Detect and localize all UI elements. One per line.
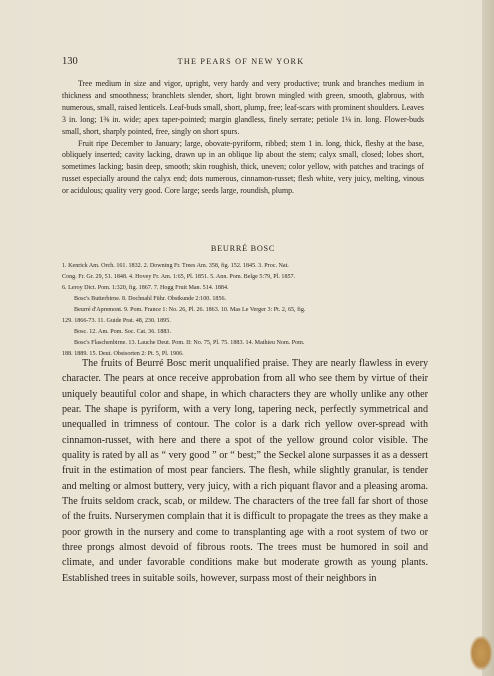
fruit-paragraph: Fruit ripe December to January; large, obovate-pyriform, ribbed; stem 1 in. long, thick, fleshy at the base, obliquely inserted; cavity lacking, drawn up in an oblique lip about the stem; calyx small, closed; lobes short, sometimes lacking; basin deep, smooth; skin roughish, thick, uneven; color yellow, with patches and tracings of russet especially around the calyx end; dots numerous, cinnamon-russet; flesh white, very juicy, melting, vinous or acidulous; quality very good. Core large; seeds large, roundish, plump. — [62, 138, 424, 196]
reference-line: Cong. Fr. Gr. 29, 51. 1848. 4. Hovey Fr. Am. 1:65, Pl. 1851. 5. Ann. Pom. Belge 5:79, Pl. 1857. — [62, 274, 296, 281]
section-title: BEURRÉ BOSC — [210, 244, 276, 253]
reference-line: Bosc's Flaschenbirne. 13. Lauche Deut. Pom. II: No. 75, Pl. 75. 1883. 14. Mathieu Nom. Pom. — [74, 340, 305, 347]
reference-line: Bosc. 12. Am. Pom. Soc. Cat. 36. 1883. — [74, 329, 171, 336]
reference-line: 6. Leroy Dict. Pom. 1:320, fig. 1867. 7. Hogg Fruit Man. 514. 1884. — [62, 285, 229, 292]
tree-fruit-description — [62, 78, 424, 197]
reference-line: 188. 1889. 15. Deut. Obstsorten 2: Pt. 5, Pl. 1906. — [62, 351, 184, 358]
tree-paragraph: Tree medium in size and vigor, upright, very hardy and very productive; trunk and branches medium in thickness and smoothness; branchlets slender, short, light brown mingled with green, smooth, glabrous, with numerous, small, raised lenticels. Leaf-buds small, short, plump, free; leaf-scars with prominent shoulders. Leaves 3 in. long; 1⅜ in. wide; apex taper-pointed; margin glandless, finely serrate; petiole 1⅛ in. long. Flower-buds small, short, sharply pointed, free, singly on short spurs. — [62, 79, 424, 136]
page-number: 130 — [62, 56, 78, 67]
reference-line: 1. Kenrick Am. Orch. 161. 1832. 2. Downing Fr. Trees Am. 358, fig. 152. 1845. 3. Proc. Nat. — [62, 263, 289, 269]
main-text — [62, 356, 428, 586]
reference-line: Beurré d'Apremont. 9. Pom. France 1: No. 26, Pl. 26. 1863. 10. Mas Le Verger 3: Pt. 2, 65, fig. — [74, 307, 306, 314]
page-edge — [482, 0, 494, 676]
page-corner-stain — [470, 636, 492, 670]
reference-line: Bosc's Butterbirne. 8. Dochnahl Führ. Obstkunde 2:100. 1856. — [74, 296, 227, 303]
references-list — [62, 261, 430, 360]
reference-line: 129. 1866-73. 11. Guide Prat. 48, 230. 1895. — [62, 318, 171, 325]
page-header — [62, 56, 420, 70]
body-paragraph: The fruits of Beurré Bosc merit unqualified praise. They are nearly flawless in every character. The pears at once receive approbation from all who see them by virtue of their uniquely beautiful color and shape, in which characters they are wholly unlike any other pear. The shape is pyriform, with a very long, tapering neck, perfectly symmetrical and unequalled in trimness of contour. The color is a dark rich yellow over-spread with cinnamon-russet, with here and there a spot of the yellow ground color visible. The quality is rated by all as “ very good ” or “ best;” the Seckel alone surpasses it as a dessert fruit in the estimation of most pear fanciers. The flesh, while slightly granular, is tender and melting or almost buttery, very juicy, with a rich piquant flavor and a pleasing aroma. The fruits seldom crack, scab, or mildew. The characters of the tree fall far short of those of the fruits. Nurserymen complain that it is difficult to propagate the trees as they make a poor growth in the nursery and come to transplanting age with a root system of two or three prongs almost devoid of fibrous roots. The trees must be humored in soil and climate, and under favorable conditions make but moderate growth as young plants. Established trees in suitable soils, however, surpass most of their neighbors in — [62, 358, 428, 584]
running-head: THE PEARS OF NEW YORK — [177, 57, 305, 66]
